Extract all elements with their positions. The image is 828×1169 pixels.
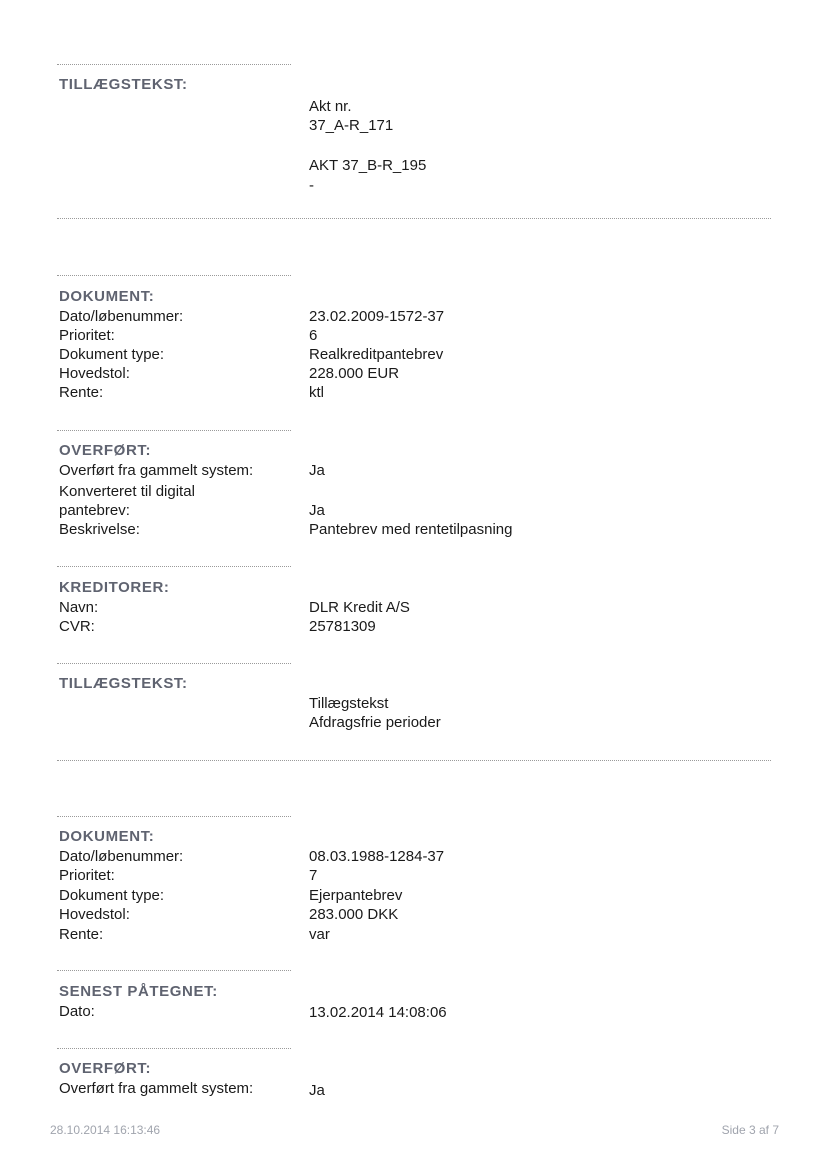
section-divider	[57, 430, 291, 431]
print-timestamp: 28.10.2014 16:13:46	[50, 1123, 161, 1137]
field-value: Pantebrev med rentetilpasning	[309, 521, 513, 538]
section-divider	[57, 663, 291, 664]
field-label: Prioritet:	[59, 867, 115, 884]
field-value: 283.000 DKK	[309, 906, 399, 923]
tillaegstekst-line: AKT 37_B-R_195	[309, 157, 427, 174]
field-value: Ja	[309, 502, 325, 519]
field-label: CVR:	[59, 618, 95, 635]
field-value: DLR Kredit A/S	[309, 599, 410, 616]
section-divider	[57, 566, 291, 567]
field-label: Hovedstol:	[59, 365, 130, 382]
field-label: Rente:	[59, 384, 104, 401]
tillaegstekst-line: Tillægstekst	[309, 695, 389, 712]
field-value: 228.000 EUR	[309, 365, 400, 382]
tillaegstekst-line: Afdragsfrie perioder	[309, 714, 441, 731]
field-value: 13.02.2014 14:08:06	[309, 1004, 447, 1021]
field-label: Navn:	[59, 599, 99, 616]
field-value: Realkreditpantebrev	[309, 346, 444, 363]
field-label: Overført fra gammelt system:	[59, 1080, 254, 1097]
field-label: Beskrivelse:	[59, 521, 140, 538]
field-value: 08.03.1988-1284-37	[309, 848, 445, 865]
field-label: Rente:	[59, 926, 104, 943]
field-label: Konverteret til digital	[59, 483, 195, 500]
field-label: Prioritet:	[59, 327, 115, 344]
field-value: Ja	[309, 462, 325, 479]
section-divider	[57, 816, 291, 817]
tillaegstekst-line: -	[309, 177, 314, 194]
field-label: Dato:	[59, 1003, 95, 1020]
field-label: Hovedstol:	[59, 906, 130, 923]
section-divider	[57, 1048, 291, 1049]
field-value: Ejerpantebrev	[309, 887, 403, 904]
senest-paategnet-heading: SENEST PÅTEGNET:	[59, 983, 218, 1000]
page-number: Side 3 af 7	[721, 1123, 779, 1137]
field-label: Dokument type:	[59, 887, 165, 904]
tillaegstekst-heading: TILLÆGSTEKST:	[59, 76, 188, 93]
record-divider	[57, 218, 771, 219]
field-label: Dato/løbenummer:	[59, 308, 184, 325]
field-label: Dokument type:	[59, 346, 165, 363]
dokument-heading: DOKUMENT:	[59, 288, 155, 305]
dokument-heading: DOKUMENT:	[59, 828, 155, 845]
section-divider	[57, 275, 291, 276]
field-value: 23.02.2009-1572-37	[309, 308, 445, 325]
overfoert-heading: OVERFØRT:	[59, 442, 152, 459]
section-divider	[57, 64, 291, 65]
field-value: 6	[309, 327, 318, 344]
field-value: ktl	[309, 384, 324, 401]
tillaegstekst-heading: TILLÆGSTEKST:	[59, 675, 188, 692]
field-label: pantebrev:	[59, 502, 130, 519]
record-divider	[57, 760, 771, 761]
field-value: Ja	[309, 1082, 325, 1099]
field-value: var	[309, 926, 330, 943]
field-value: 7	[309, 867, 318, 884]
kreditorer-heading: KREDITORER:	[59, 579, 170, 596]
field-value: 25781309	[309, 618, 376, 635]
tillaegstekst-line: 37_A-R_171	[309, 117, 394, 134]
field-label: Overført fra gammelt system:	[59, 462, 254, 479]
field-label: Dato/løbenummer:	[59, 848, 184, 865]
section-divider	[57, 970, 291, 971]
tillaegstekst-line: Akt nr.	[309, 98, 352, 115]
overfoert-heading: OVERFØRT:	[59, 1060, 152, 1077]
